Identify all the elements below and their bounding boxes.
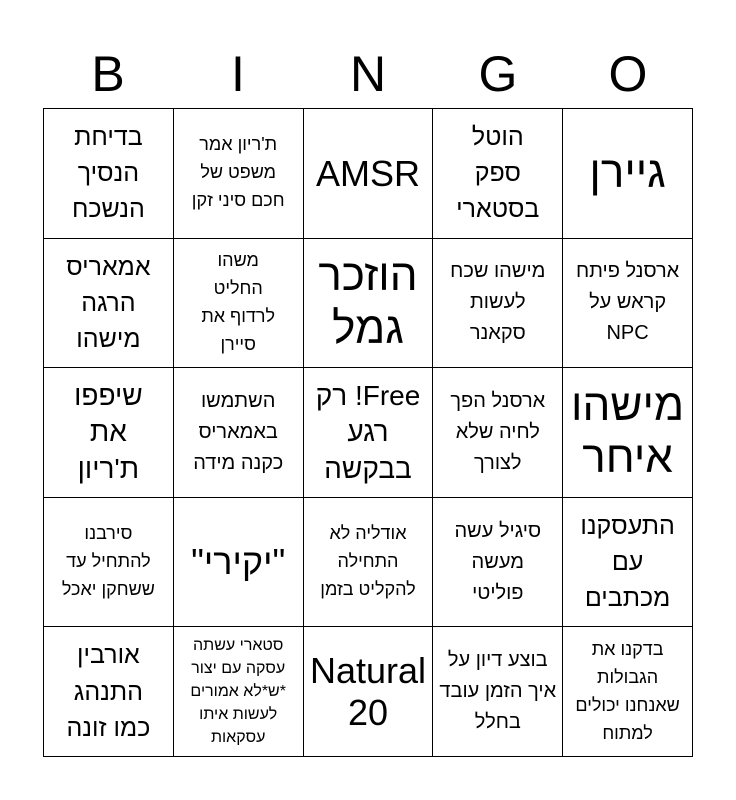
bingo-cell-text: ארסנל הפך לחיה שלא לצורך (450, 389, 546, 474)
bingo-cell-r1-c2[interactable] (304, 239, 434, 369)
bingo-cell-r0-c0[interactable] (44, 109, 174, 239)
bingo-cell-text: ת'ריון אמר משפט של חכם סיני זקן (191, 134, 285, 211)
bingo-cell-text: התעסקנו עם מכתבים (580, 511, 675, 613)
bingo-cell-r0-c4[interactable] (563, 109, 693, 239)
bingo-cell-r4-c1[interactable] (174, 627, 304, 757)
header-letter-g: G (478, 46, 518, 102)
bingo-cell-r0-c1[interactable] (174, 109, 304, 239)
bingo-cell-r4-c4[interactable] (563, 627, 693, 757)
bingo-cell-r4-c3[interactable] (433, 627, 563, 757)
bingo-cell-text: Natural 20 (309, 650, 427, 733)
bingo-cell-text: השתמשו באמאריס כקנה מידה (193, 389, 284, 474)
bingo-cell-r1-c0[interactable] (44, 239, 174, 369)
bingo-cell-text: אודליה לא התחילה להקליט בזמן (320, 523, 416, 600)
bingo-cell-r1-c4[interactable] (563, 239, 693, 369)
bingo-cell-text: ארסנל פיתח קראש על NPC (575, 260, 680, 345)
header-letter-i: I (231, 46, 245, 102)
bingo-cell-r2-c2[interactable] (304, 368, 434, 498)
bingo-cell-text: הוטל ספק בסטארי (456, 122, 540, 224)
bingo-header (43, 40, 693, 108)
bingo-cell-text: אמאריס הרגה מישהו (66, 252, 151, 354)
bingo-cell-r3-c4[interactable] (563, 498, 693, 628)
bingo-cell-r2-c1[interactable] (174, 368, 304, 498)
bingo-cell-r3-c2[interactable] (304, 498, 434, 628)
bingo-cell-text: AMSR (315, 152, 420, 194)
bingo-cell-r2-c4[interactable] (563, 368, 693, 498)
bingo-cell-r4-c2[interactable] (304, 627, 434, 757)
bingo-cell-text: גיירן (589, 147, 666, 197)
bingo-cell-text: מישהו שכח לעשות סקאנר (450, 260, 546, 345)
bingo-cell-text: בדיחת הנסיך הנשכח (71, 122, 145, 224)
bingo-cell-r2-c0[interactable] (44, 368, 174, 498)
bingo-cell-text: Free! רק רגע בבקשה (315, 379, 421, 484)
bingo-cell-r3-c1[interactable] (174, 498, 304, 628)
bingo-cell-r4-c0[interactable] (44, 627, 174, 757)
bingo-cell-text: משהו החליט לרדוף את סיירן (201, 250, 276, 354)
bingo-cell-r3-c3[interactable] (433, 498, 563, 628)
bingo-cell-r0-c2[interactable] (304, 109, 434, 239)
bingo-cell-text: "יקירי" (191, 541, 286, 583)
bingo-cell-r1-c3[interactable] (433, 239, 563, 369)
bingo-cell-text: סיגיל עשה מעשה פוליטי (454, 519, 542, 604)
bingo-cell-r1-c1[interactable] (174, 239, 304, 369)
bingo-cell-r2-c3[interactable] (433, 368, 563, 498)
bingo-cell-text: בוצע דיון על איך הזמן עובד בחלל (439, 649, 557, 734)
bingo-cell-text: הוזכר גמל (318, 251, 418, 353)
header-letter-o: O (608, 46, 648, 102)
bingo-cell-text: שיפפו את ת'ריון (74, 379, 143, 484)
bingo-card-grid (43, 108, 693, 757)
bingo-cell-text: בדקנו את הגבולות שאנחנו יכולים למתוח (575, 638, 680, 743)
header-letter-b: B (91, 46, 125, 102)
bingo-cell-text: סירבנו להתחיל עד ששחקן יאכל (61, 523, 155, 600)
bingo-cell-r0-c3[interactable] (433, 109, 563, 239)
bingo-cell-text: סטארי עשתה עסקה עם יצור *ש*לא אמורים לעשות איתו עסקאות (190, 636, 286, 747)
bingo-cell-r3-c0[interactable] (44, 498, 174, 628)
header-letter-n: N (349, 46, 387, 102)
bingo-cell-text: אורבין התנהג כמו זונה (66, 641, 151, 742)
bingo-cell-text: מישהו איחר (571, 380, 685, 483)
